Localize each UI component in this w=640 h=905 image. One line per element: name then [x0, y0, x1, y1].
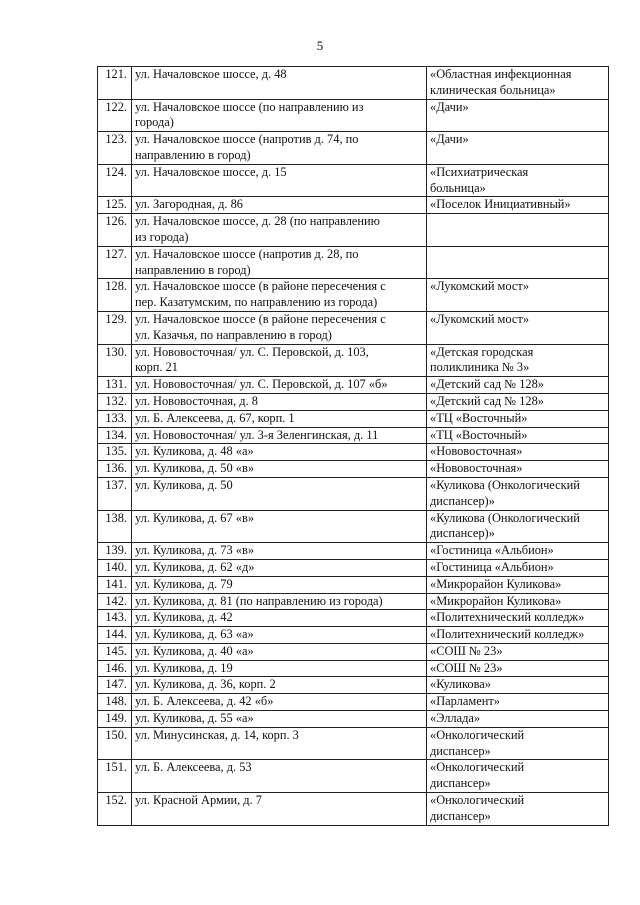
address-cell: ул. Началовское шоссе (напротив д. 28, по направлению в город): [132, 246, 427, 279]
stop-name-cell: «Эллада»: [427, 711, 609, 728]
address-cell: ул. Куликова, д. 50: [132, 477, 427, 510]
address-cell: ул. Куликова, д. 63 «а»: [132, 627, 427, 644]
table-row: [98, 214, 609, 247]
stop-name-cell: «Дачи»: [427, 99, 609, 132]
page-number: 5: [316, 38, 324, 53]
row-number: 132.: [98, 393, 132, 410]
stop-name-cell: «Дачи»: [427, 132, 609, 165]
address-cell: ул. Б. Алексеева, д. 67, корп. 1: [132, 410, 427, 427]
stop-name-cell: «Онкологический диспансер»: [427, 727, 609, 760]
stop-name-cell: «Детская городская поликлиника № 3»: [427, 344, 609, 377]
table-row: [98, 377, 609, 394]
stop-name-cell: «Нововосточная»: [427, 461, 609, 478]
address-cell: ул. Куликова, д. 81 (по направлению из города): [132, 593, 427, 610]
address-cell: ул. Красной Армии, д. 7: [132, 793, 427, 826]
address-cell: ул. Нововосточная, д. 8: [132, 393, 427, 410]
table-row: [98, 643, 609, 660]
table-row: [98, 99, 609, 132]
address-cell: ул. Загородная, д. 86: [132, 197, 427, 214]
address-cell: ул. Минусинская, д. 14, корп. 3: [132, 727, 427, 760]
table-row: [98, 246, 609, 279]
stop-name-cell: «Микрорайон Куликова»: [427, 593, 609, 610]
table-row: [98, 627, 609, 644]
address-cell: ул. Началовское шоссе (напротив д. 74, по направлению в город): [132, 132, 427, 165]
table-row: [98, 576, 609, 593]
stop-name-cell: «Гостиница «Альбион»: [427, 559, 609, 576]
table-row: [98, 711, 609, 728]
table-row: [98, 694, 609, 711]
table-row: [98, 311, 609, 344]
table-row: [98, 344, 609, 377]
address-cell: ул. Началовское шоссе, д. 28 (по направлению из города): [132, 214, 427, 247]
address-cell: ул. Куликова, д. 48 «а»: [132, 444, 427, 461]
stop-name-cell: «ТЦ «Восточный»: [427, 427, 609, 444]
address-cell: ул. Нововосточная/ ул. 3-я Зеленгинская, д. 11: [132, 427, 427, 444]
row-number: 142.: [98, 593, 132, 610]
row-number: 138.: [98, 510, 132, 543]
address-cell: ул. Началовское шоссе (в районе пересечения с пер. Казатумским, по направлению из города): [132, 279, 427, 312]
stop-name-cell: «ТЦ «Восточный»: [427, 410, 609, 427]
stops-table-body: [98, 67, 609, 826]
address-cell: ул. Куликова, д. 55 «а»: [132, 711, 427, 728]
row-number: 149.: [98, 711, 132, 728]
row-number: 134.: [98, 427, 132, 444]
row-number: 130.: [98, 344, 132, 377]
address-cell: ул. Куликова, д. 73 «в»: [132, 543, 427, 560]
row-number: 136.: [98, 461, 132, 478]
stop-name-cell: «Областная инфекционная клиническая больница»: [427, 67, 609, 100]
address-cell: ул. Б. Алексеева, д. 53: [132, 760, 427, 793]
stop-name-cell: «Поселок Инициативный»: [427, 197, 609, 214]
stop-name-cell: «Детский сад № 128»: [427, 393, 609, 410]
row-number: 143.: [98, 610, 132, 627]
table-row: [98, 593, 609, 610]
stop-name-cell: «Политехнический колледж»: [427, 627, 609, 644]
table-row: [98, 279, 609, 312]
stop-name-cell: «Лукомский мост»: [427, 279, 609, 312]
table-row: [98, 760, 609, 793]
row-number: 147.: [98, 677, 132, 694]
row-number: 145.: [98, 643, 132, 660]
row-number: 124.: [98, 164, 132, 197]
address-cell: ул. Куликова, д. 62 «д»: [132, 559, 427, 576]
stop-name-cell: «Парламент»: [427, 694, 609, 711]
row-number: 135.: [98, 444, 132, 461]
stop-name-cell: «Онкологический диспансер»: [427, 793, 609, 826]
stop-name-cell: «Микрорайон Куликова»: [427, 576, 609, 593]
row-number: 128.: [98, 279, 132, 312]
stop-name-cell: «Лукомский мост»: [427, 311, 609, 344]
row-number: 131.: [98, 377, 132, 394]
row-number: 152.: [98, 793, 132, 826]
table-row: [98, 559, 609, 576]
row-number: 144.: [98, 627, 132, 644]
stop-name-cell: «Политехнический колледж»: [427, 610, 609, 627]
row-number: 123.: [98, 132, 132, 165]
stop-name-cell: «Психиатрическая больница»: [427, 164, 609, 197]
row-number: 125.: [98, 197, 132, 214]
row-number: 139.: [98, 543, 132, 560]
stop-name-cell: «Онкологический диспансер»: [427, 760, 609, 793]
address-cell: ул. Нововосточная/ ул. С. Перовской, д. 103, корп. 21: [132, 344, 427, 377]
address-cell: ул. Нововосточная/ ул. С. Перовской, д. 107 «б»: [132, 377, 427, 394]
row-number: 137.: [98, 477, 132, 510]
row-number: 121.: [98, 67, 132, 100]
stop-name-cell: «СОШ № 23»: [427, 643, 609, 660]
table-row: [98, 197, 609, 214]
row-number: 146.: [98, 660, 132, 677]
table-row: [98, 132, 609, 165]
stop-name-cell: «Гостиница «Альбион»: [427, 543, 609, 560]
table-row: [98, 67, 609, 100]
row-number: 140.: [98, 559, 132, 576]
table-row: [98, 793, 609, 826]
row-number: 126.: [98, 214, 132, 247]
table-row: [98, 393, 609, 410]
table-row: [98, 427, 609, 444]
stop-name-cell: «Куликова»: [427, 677, 609, 694]
stop-name-cell: [427, 214, 609, 247]
stop-name-cell: [427, 246, 609, 279]
row-number: 133.: [98, 410, 132, 427]
address-cell: ул. Началовское шоссе, д. 15: [132, 164, 427, 197]
row-number: 129.: [98, 311, 132, 344]
stop-name-cell: «Куликова (Онкологический диспансер)»: [427, 477, 609, 510]
table-row: [98, 660, 609, 677]
table-row: [98, 461, 609, 478]
row-number: 127.: [98, 246, 132, 279]
address-cell: ул. Б. Алексеева, д. 42 «б»: [132, 694, 427, 711]
address-cell: ул. Началовское шоссе (в районе пересечения с ул. Казачья, по направлению в город): [132, 311, 427, 344]
table-row: [98, 510, 609, 543]
address-cell: ул. Куликова, д. 67 «в»: [132, 510, 427, 543]
table-row: [98, 543, 609, 560]
row-number: 122.: [98, 99, 132, 132]
table-row: [98, 677, 609, 694]
address-cell: ул. Куликова, д. 19: [132, 660, 427, 677]
table-row: [98, 727, 609, 760]
row-number: 148.: [98, 694, 132, 711]
address-cell: ул. Куликова, д. 79: [132, 576, 427, 593]
stop-name-cell: «СОШ № 23»: [427, 660, 609, 677]
address-cell: ул. Куликова, д. 50 «в»: [132, 461, 427, 478]
table-row: [98, 610, 609, 627]
table-row: [98, 477, 609, 510]
row-number: 141.: [98, 576, 132, 593]
table-row: [98, 444, 609, 461]
address-cell: ул. Куликова, д. 42: [132, 610, 427, 627]
address-cell: ул. Началовское шоссе, д. 48: [132, 67, 427, 100]
row-number: 150.: [98, 727, 132, 760]
address-cell: ул. Куликова, д. 36, корп. 2: [132, 677, 427, 694]
stop-name-cell: «Куликова (Онкологический диспансер)»: [427, 510, 609, 543]
stop-name-cell: «Детский сад № 128»: [427, 377, 609, 394]
stop-name-cell: «Нововосточная»: [427, 444, 609, 461]
table-row: [98, 410, 609, 427]
stops-table: [97, 66, 609, 826]
row-number: 151.: [98, 760, 132, 793]
table-row: [98, 164, 609, 197]
address-cell: ул. Куликова, д. 40 «а»: [132, 643, 427, 660]
address-cell: ул. Началовское шоссе (по направлению из города): [132, 99, 427, 132]
